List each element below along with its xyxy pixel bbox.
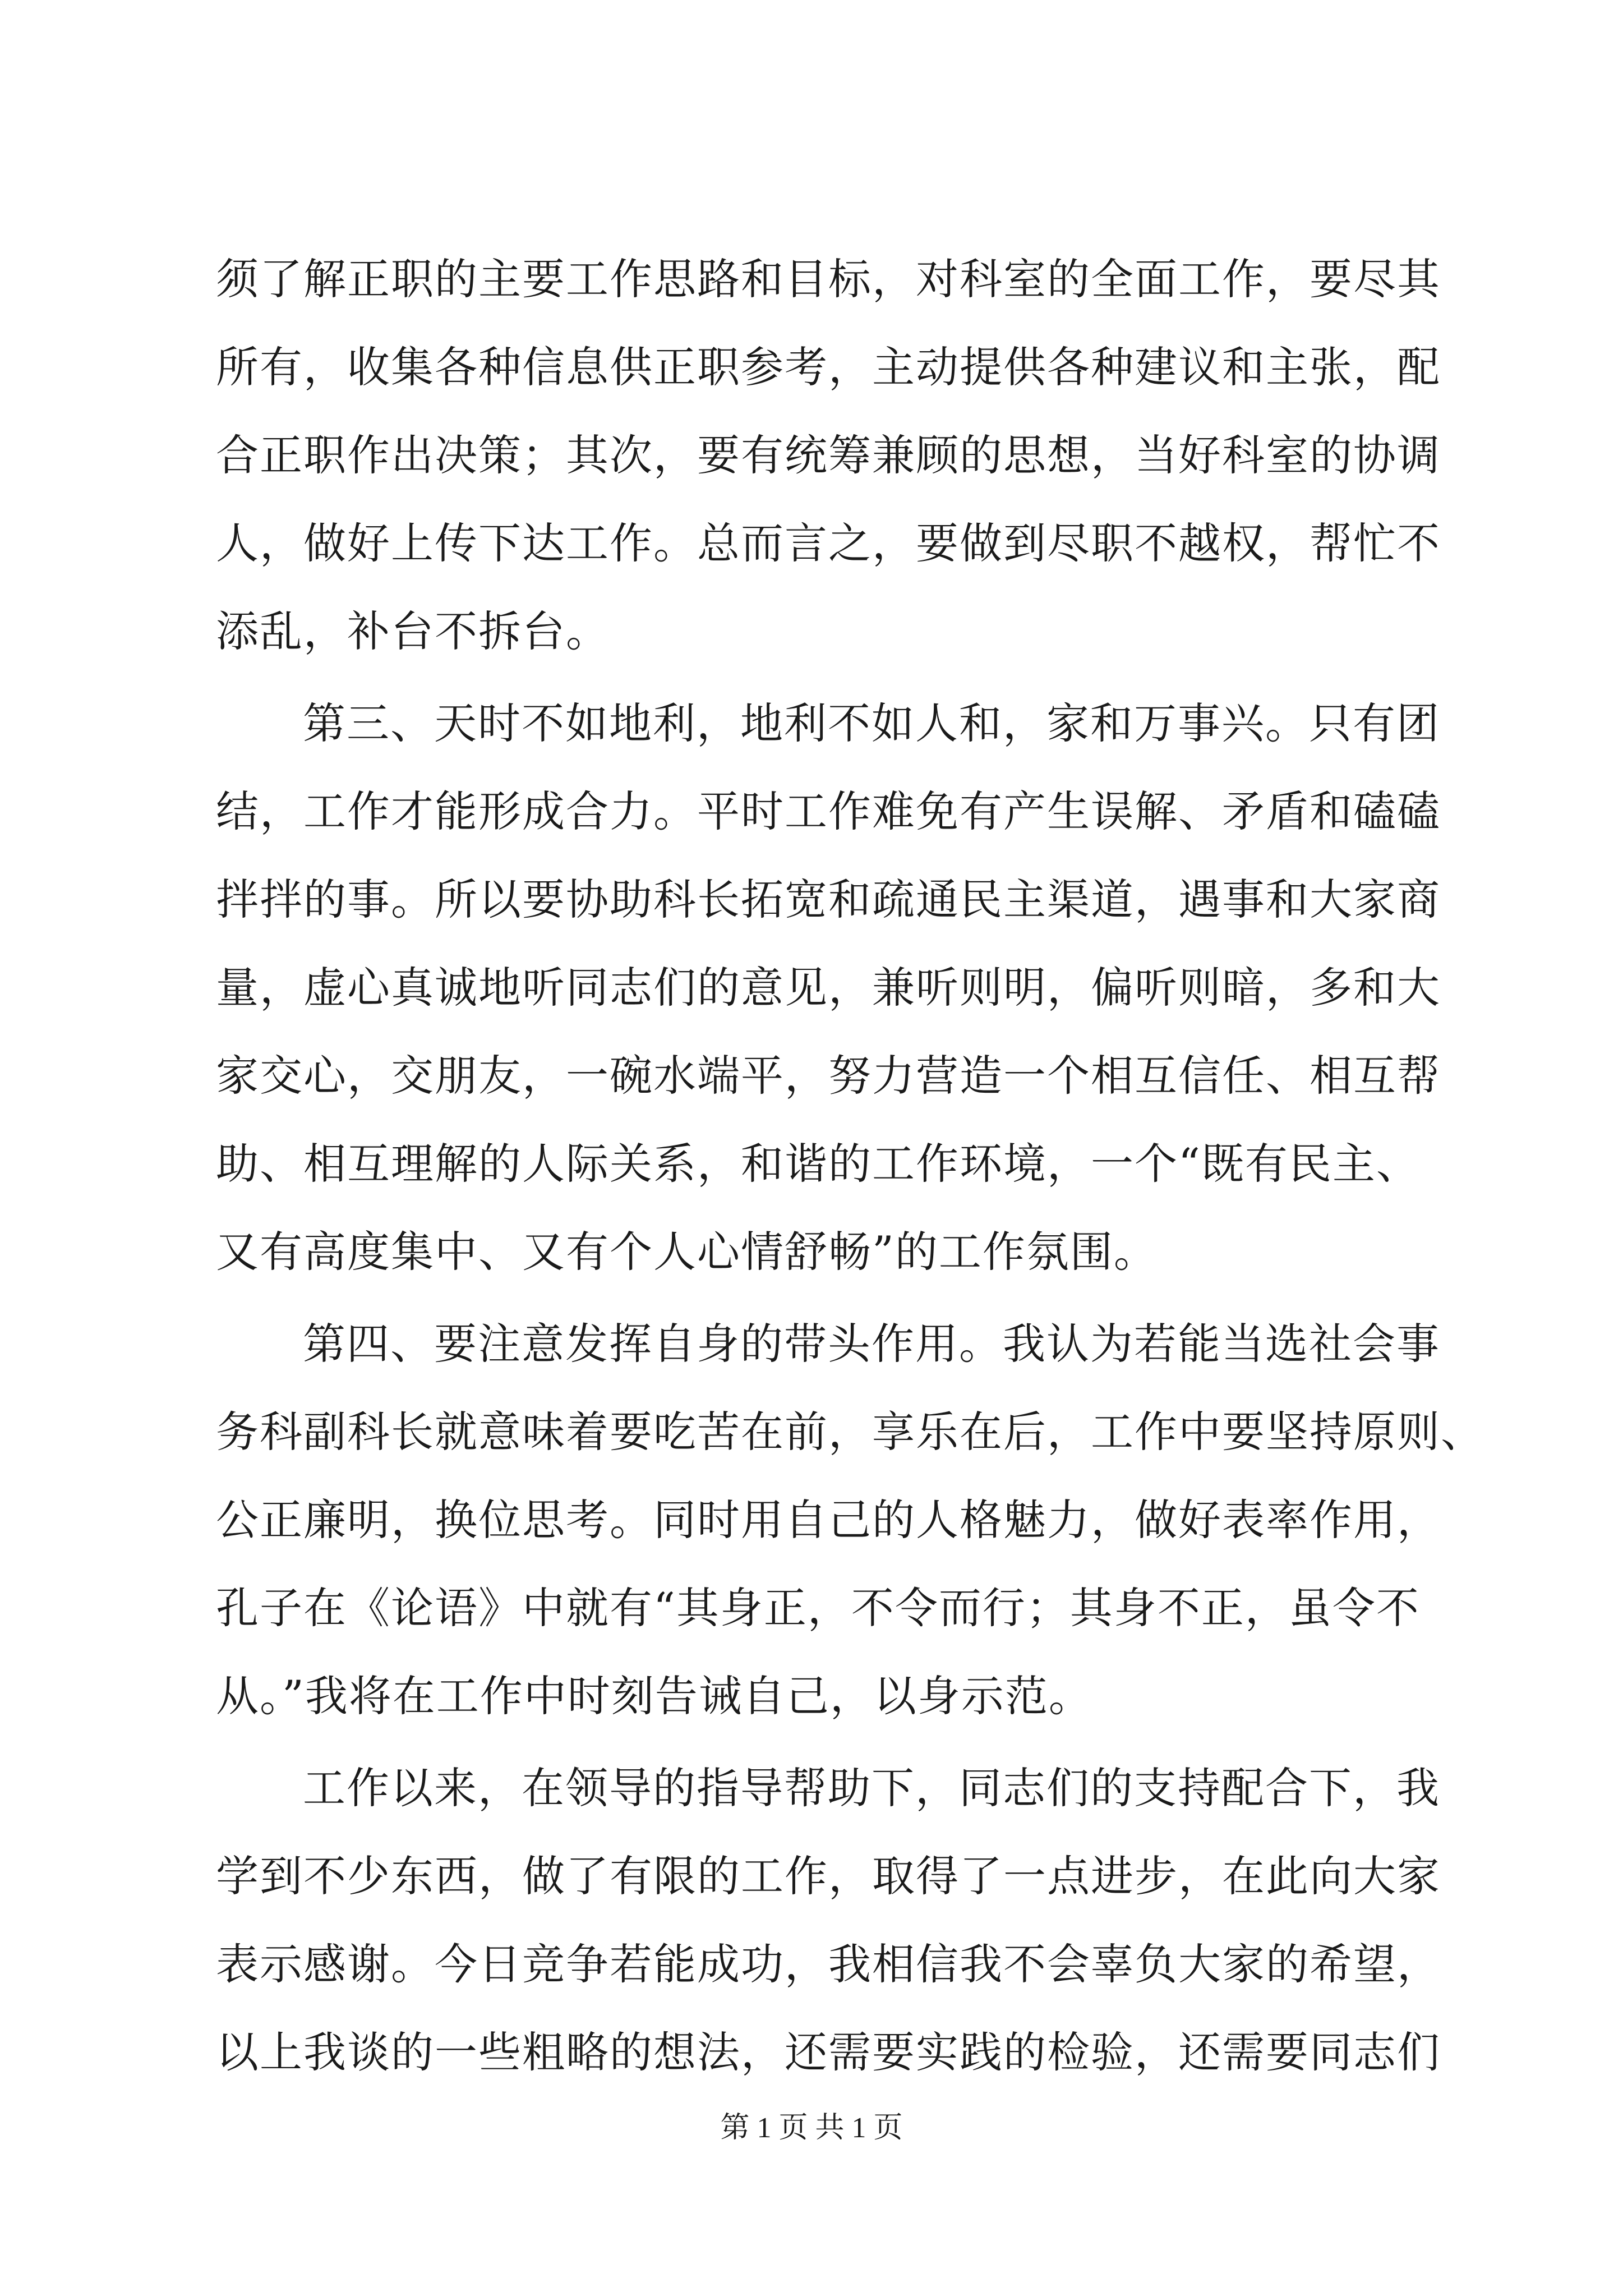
text-line: 学到不少东西，做了有限的工作，取得了一点进步，在此向大家 bbox=[216, 1851, 1441, 1901]
text-line: 人，做好上传下达工作。总而言之，要做到尽职不越权，帮忙不 bbox=[216, 518, 1441, 568]
text-line: 拌拌的事。所以要协助科长拓宽和疏通民主渠道，遇事和大家商 bbox=[216, 875, 1441, 924]
text-line: 表示感谢。今日竞争若能成功，我相信我不会辜负大家的希望， bbox=[216, 1939, 1441, 1989]
text-line: 以上我谈的一些粗略的想法，还需要实践的检验，还需要同志们 bbox=[216, 2027, 1441, 2077]
text-line: 又有高度集中、又有个人心情舒畅”的工作氛围。 bbox=[216, 1227, 1158, 1277]
text-line: 量，虚心真诚地听同志们的意见，兼听则明，偏听则暗，多和大 bbox=[216, 963, 1441, 1013]
text-line: 公正廉明，换位思考。同时用自己的人格魅力，做好表率作用， bbox=[216, 1495, 1441, 1545]
text-line: 结，工作才能形成合力。平时工作难免有产生误解、矛盾和磕磕 bbox=[216, 786, 1441, 836]
paragraph-first-line: 第四、要注意发挥自身的带头作用。我认为若能当选社会事 bbox=[303, 1319, 1440, 1369]
text-line: 所有，收集各种信息供正职参考，主动提供各种建议和主张，配 bbox=[216, 342, 1441, 392]
page-number-footer: 第 1 页 共 1 页 bbox=[720, 2112, 903, 2144]
text-line: 务科副科长就意味着要吃苦在前，享乐在后，工作中要坚持原则、 bbox=[216, 1407, 1484, 1457]
text-line: 助、相互理解的人际关系，和谐的工作环境，一个“既有民主、 bbox=[216, 1139, 1420, 1189]
paragraph-first-line: 工作以来，在领导的指导帮助下，同志们的支持配合下，我 bbox=[303, 1763, 1440, 1813]
text-line: 从。”我将在工作中时刻告诫自己，以身示范。 bbox=[216, 1671, 1092, 1721]
text-line: 家交心，交朋友，一碗水端平，努力营造一个相互信任、相互帮 bbox=[216, 1051, 1441, 1101]
text-line: 添乱，补台不拆台。 bbox=[216, 606, 610, 656]
text-line: 合正职作出决策；其次，要有统筹兼顾的思想，当好科室的协调 bbox=[216, 430, 1441, 480]
text-line: 须了解正职的主要工作思路和目标，对科室的全面工作，要尽其 bbox=[216, 254, 1441, 304]
paragraph-first-line: 第三、天时不如地利，地利不如人和，家和万事兴。只有团 bbox=[303, 698, 1440, 748]
text-line: 孔子在《论语》中就有“其身正，不令而行；其身不正，虽令不 bbox=[216, 1583, 1420, 1633]
